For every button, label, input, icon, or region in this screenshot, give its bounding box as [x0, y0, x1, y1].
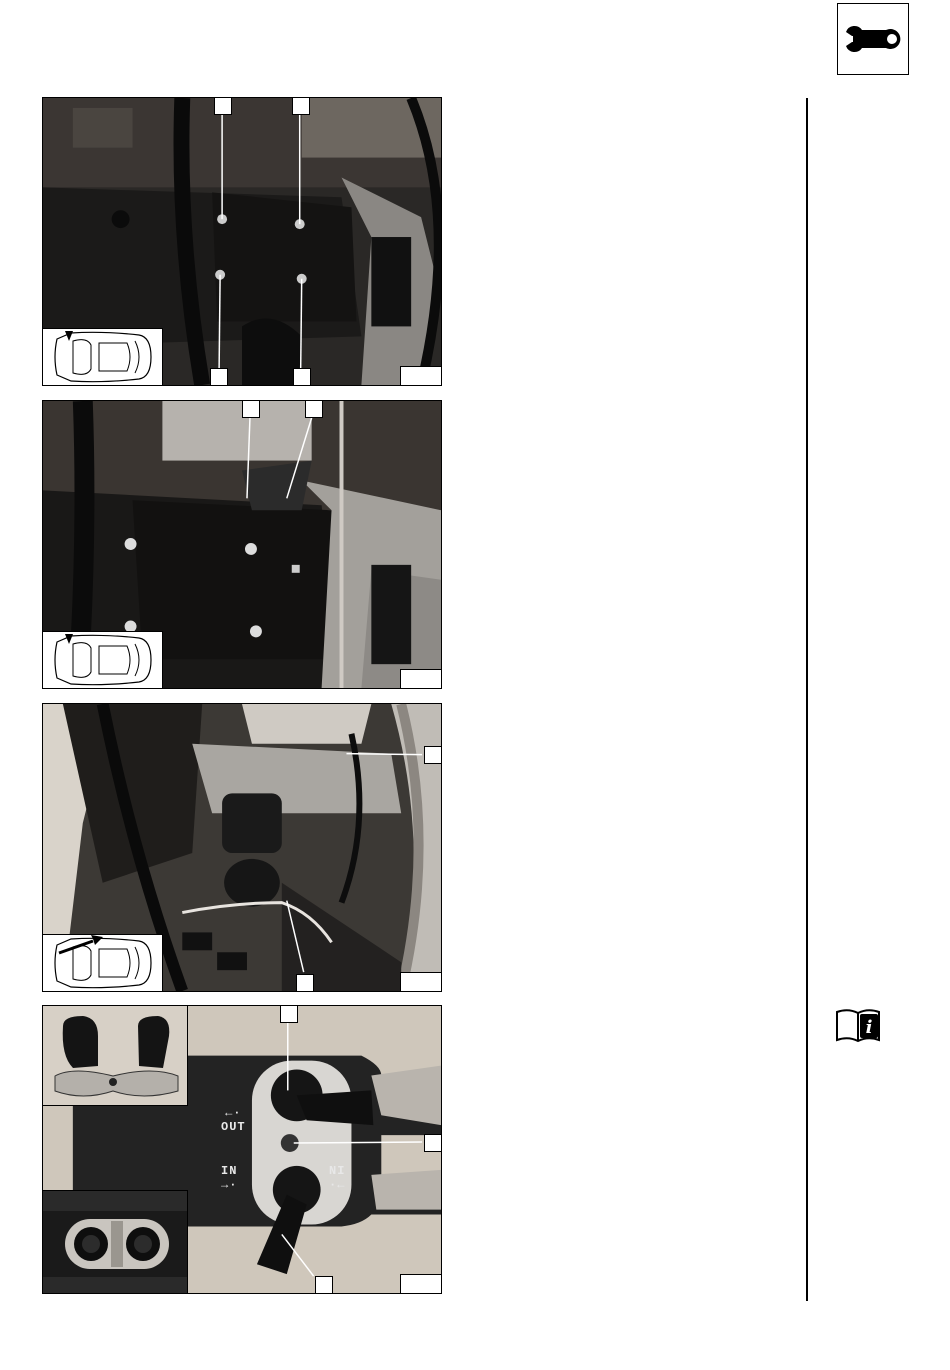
svg-text:i: i	[865, 1017, 873, 1038]
photo-bumper-carrier-bolts	[42, 97, 442, 386]
connector-top-view-inset	[42, 1190, 188, 1294]
photo-bumper-carrier-removed	[42, 400, 442, 689]
reference-box	[400, 972, 442, 992]
callout-box	[280, 1005, 298, 1023]
callout-box	[242, 400, 260, 418]
callout-box	[315, 1276, 333, 1294]
connector-elbows-inset	[42, 1005, 188, 1106]
in-label-mirrored: NI ·←	[329, 1164, 346, 1192]
callout-box	[305, 400, 323, 418]
callout-box	[210, 368, 228, 386]
photo-wiring-harness	[42, 703, 442, 992]
column-divider	[806, 98, 808, 1301]
callout-box	[424, 1134, 442, 1152]
callout-box	[214, 97, 232, 115]
book-info-icon	[834, 1006, 882, 1044]
callout-box	[424, 746, 442, 764]
tool-box	[837, 3, 909, 75]
reference-box	[400, 669, 442, 689]
in-label: IN →·	[221, 1164, 238, 1192]
callout-box	[293, 368, 311, 386]
car-top-view-inset	[42, 631, 163, 689]
wrench-icon	[842, 22, 904, 56]
out-label: ←· OUT	[221, 1106, 246, 1134]
callout-box	[296, 974, 314, 992]
callout-box	[292, 97, 310, 115]
photo-heater-connections	[42, 1005, 442, 1294]
car-top-view-inset	[42, 328, 163, 386]
car-top-view-inset	[42, 934, 163, 992]
reference-box	[400, 1274, 442, 1294]
reference-box	[400, 366, 442, 386]
